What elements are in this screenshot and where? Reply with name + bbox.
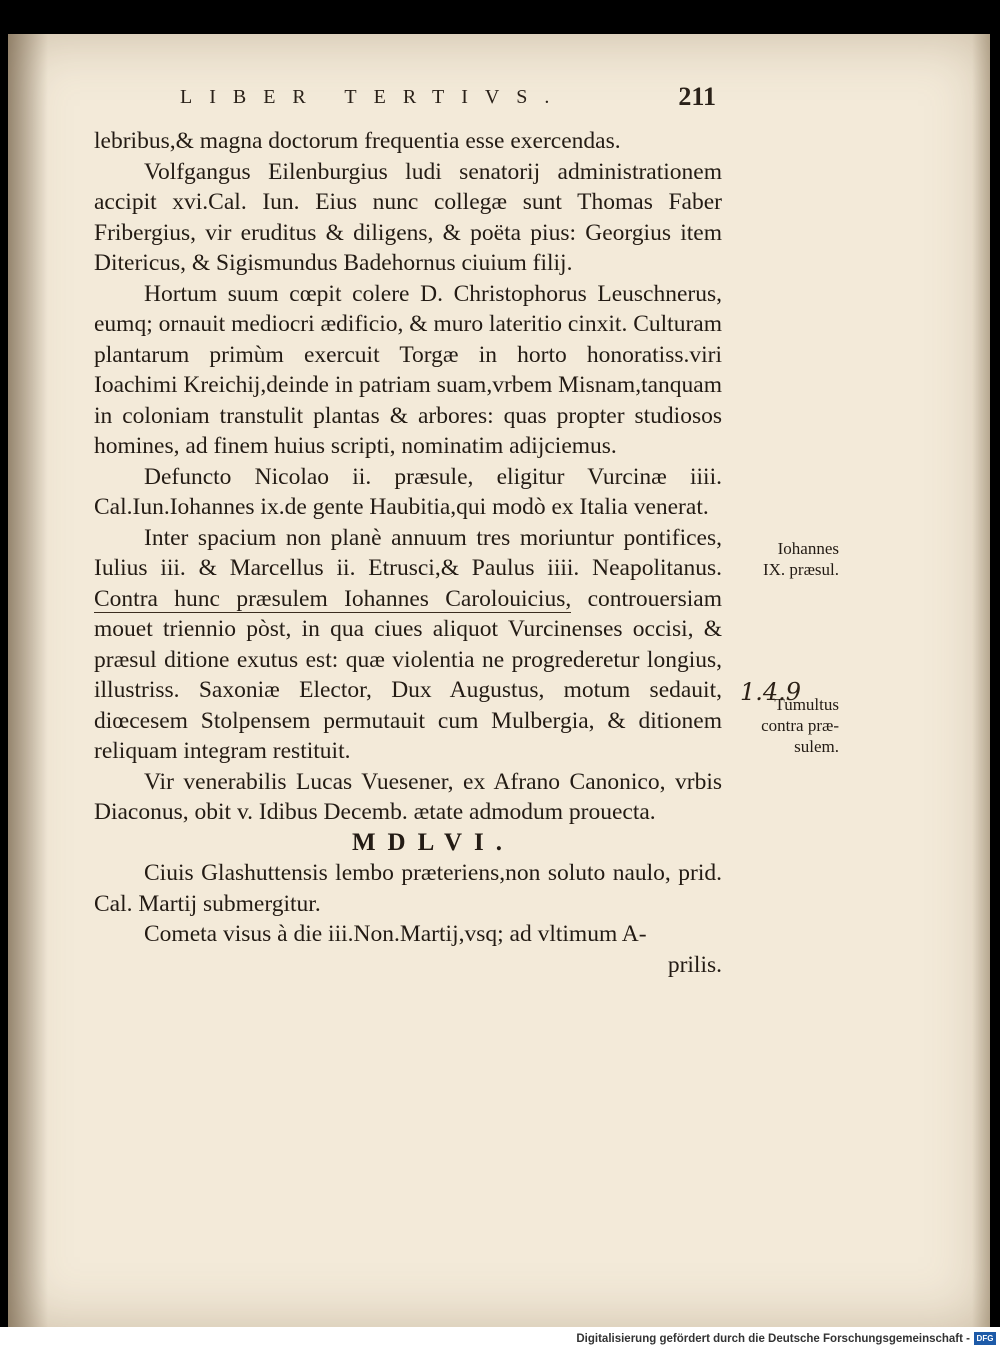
margin-note-iohannes: [724, 538, 839, 580]
digitization-footer: [0, 1327, 1000, 1351]
paragraph-4: Defuncto Nicolao ii. præsule, eligitur Vurcinæ iiii. Cal.Iun.Iohannes ix.de gente Haubitia,qui modò ex Italia venerat.: [94, 463, 722, 520]
paragraph-1: lebribus,& magna doctorum frequentia esse exercendas.: [94, 128, 621, 154]
margin-note-tumultus: [724, 694, 839, 757]
handwritten-annotation: 1.4.9: [740, 678, 802, 706]
running-head: [180, 82, 720, 116]
margin-note-line: IX. præsul.: [762, 560, 839, 579]
paragraph-5: [94, 523, 722, 767]
paragraph-8: Cometa visus à die iii.Non.Martij,vsq; ad vltimum A-: [144, 921, 647, 947]
underlined-passage: Contra hunc præsulem Iohannes Carolouicius,: [94, 585, 572, 612]
paragraph-2: Volfgangus Eilenburgius ludi senatorij administrationem accipit xvi.Cal. Iun. Eius nunc collegæ sunt Thomas Faber Fribergius, vir eruditus & diligens, & poëta pius: Georgius item Ditericus, & Sigismundus Badehornus ciuium filij.: [94, 158, 722, 276]
paragraph-5-part-a: Inter spacium non planè annuum tres moriuntur pontifices, Iulius iii. & Marcellus ii. Etrusci,& Paulus iiii. Neapolitanus.: [94, 524, 722, 581]
funding-credit: Digitalisierung gefördert durch die Deutsche Forschungsgemeinschaft -: [576, 1333, 970, 1345]
binding-gutter: [8, 34, 48, 1329]
paragraph-5-part-b: controuersiam mouet triennio pòst, in qua ciues aliquot Vurcinenses occisi, & præsul ditione exutus est: quæ violentia ne progrederetur longius, illustriss. Saxoniæ Elector, Dux Augustus, motum sedauit, diœcesem Stolpensem permutauit cum Mulbergia, & ditionem reliquam integram restituit.: [94, 585, 723, 764]
page-number: 211: [678, 82, 716, 111]
margin-note-line: Iohannes: [777, 539, 839, 558]
margin-note-line: sulem.: [794, 737, 839, 756]
paragraph-8-end: prilis.: [667, 951, 722, 978]
margin-note-line: Tumultus: [774, 695, 839, 714]
page-edge-shadow: [972, 34, 990, 1329]
margin-note-line: contra præ-: [761, 716, 839, 735]
year-heading: MDLVI.: [351, 828, 515, 856]
paragraph-3: Hortum suum cœpit colere D. Christophorus Leuschnerus, eumq; ornauit mediocri ædificio, & muro lateritio cinxit. Culturam plantarum primùm exercuit Torgæ in horto honoratiss.viri Ioachimi Kreichij,deinde in patriam suam,vrbem Misnam,tanquam in coloniam transtulit plantas & arbores: quas propter studiosos homines, ad finem huius scripti, nominatim adijciemus.: [94, 280, 722, 459]
paragraph-7: Ciuis Glashuttensis lembo præteriens,non soluto naulo, prid. Cal. Martij submergitur.: [94, 860, 722, 917]
paragraph-6: Vir venerabilis Lucas Vuesener, ex Afrano Canonico, vrbis Diaconus, obit v. Idibus Decemb. ætate admodum prouecta.: [94, 768, 722, 825]
main-text-block: [94, 126, 722, 980]
dfg-logo: DFG: [974, 1332, 996, 1345]
running-title: LIBER TERTIVS.: [180, 86, 567, 108]
book-page: [8, 34, 990, 1329]
